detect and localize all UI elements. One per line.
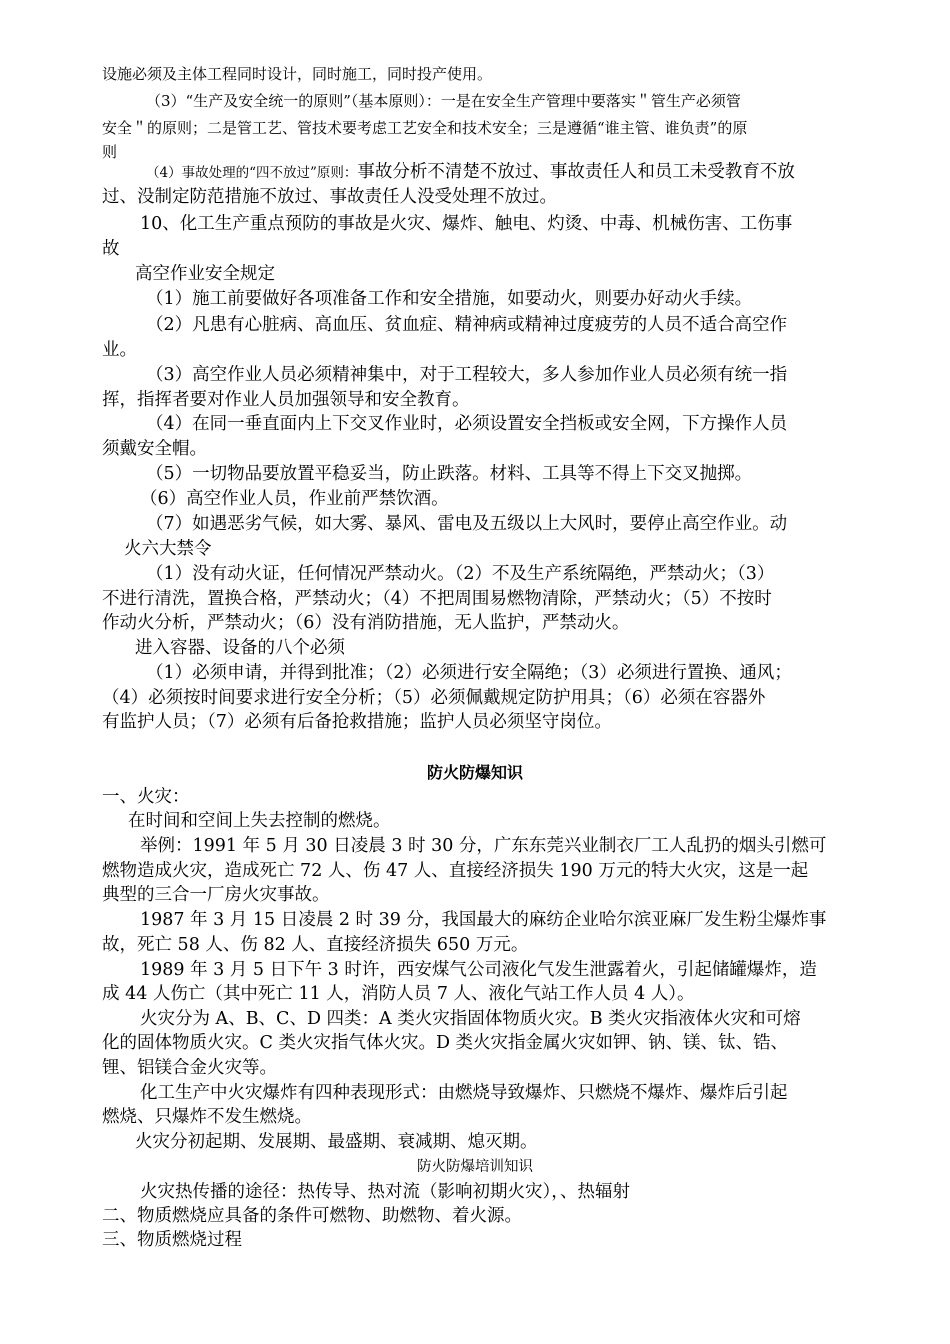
text-line: 设施必须及主体工程同时设计，同时施工，同时投产使用。 xyxy=(102,65,493,83)
text-line: （7）如遇恶劣气候，如大雾、暴风、雷电及五级以上大风时，要停止高空作业。动 xyxy=(146,514,788,534)
text-line: 火灾热传播的途径：热传导、热对流（影响初期火灾），、热辐射 xyxy=(140,1182,630,1202)
section-title: 防火防爆知识 xyxy=(426,763,523,782)
text-line: 成 44 人伤亡（其中死亡 11 人，消防人员 7 人、液化气站工作人员 4 人）。 xyxy=(102,984,695,1004)
section-heading: 火六大禁令 xyxy=(124,539,212,559)
text-line: 锂、铝镁合金火灾等。 xyxy=(102,1058,277,1078)
text-line: （3）高空作业人员必须精神集中，对于工程较大，多人参加作业人员必须有统一指 xyxy=(146,365,788,385)
text-line-mixed xyxy=(146,160,862,185)
text-line: （3）“生产及安全统一的原则”（基本原则）：一是在安全生产管理中要落实＂管生产必须管 xyxy=(146,92,741,110)
text-line: （6）高空作业人员，作业前严禁饮酒。 xyxy=(140,489,449,509)
text-line: 燃物造成火灾，造成死亡 72 人、伤 47 人、直接经济损失 190 万元的特大火灾，这是一起 xyxy=(102,861,809,881)
text-line: 典型的三合一厂房火灾事故。 xyxy=(102,885,330,905)
text-line: （1）施工前要做好各项准备工作和安全措施，如要动火，则要办好动火手续。 xyxy=(146,289,753,309)
section-heading: 高空作业安全规定 xyxy=(135,264,275,284)
text-line: 不进行清洗，置换合格，严禁动火；（4）不把周围易燃物清除，严禁动火；（5）不按时 xyxy=(102,589,772,609)
text-line: 二、物质燃烧应具备的条件可燃物、助燃物、着火源。 xyxy=(102,1206,522,1226)
text-line: （1）没有动火证，任何情况严禁动火。（2）不及生产系统隔绝，严禁动火；（3） xyxy=(146,564,775,584)
text-line: 则 xyxy=(102,143,118,161)
text-line: 10、化工生产重点预防的事故是火灾、爆炸、触电、灼烫、中毒、机械伤害、工伤事 xyxy=(140,214,793,234)
text-line: （5）一切物品要放置平稳妥当，防止跌落。材料、工具等不得上下交叉抛掷。 xyxy=(146,464,753,484)
text-line: 故，死亡 58 人、伤 82 人、直接经济损失 650 万元。 xyxy=(102,935,529,955)
text-line: 化的固体物质火灾。C 类火灾指气体火灾。D 类火灾指金属火灾如钾、钠、镁、钛、锆、 xyxy=(102,1033,789,1053)
text-line: （1）必须申请，并得到批准；（2）必须进行安全隔绝；（3）必须进行置换、通风； xyxy=(146,663,792,683)
text-line: （4）必须按时间要求进行安全分析；（5）必须佩戴规定防护用具；（6）必须在容器外 xyxy=(102,688,766,708)
text-line: 挥，指挥者要对作业人员加强领导和安全教育。 xyxy=(102,390,470,410)
text-line: 须戴安全帽。 xyxy=(102,439,207,459)
text-line: 化工生产中火灾爆炸有四种表现形式：由燃烧导致爆炸、只燃烧不爆炸、爆炸后引起 xyxy=(140,1083,788,1103)
section-heading: 进入容器、设备的八个必须 xyxy=(135,638,345,658)
page-header-title: 防火防爆培训知识 xyxy=(417,1159,533,1175)
text-line: 一、火灾： xyxy=(102,787,190,807)
text-run: 事故分析不清楚不放过、事故责任人和员工未受教育不放 xyxy=(357,162,795,182)
text-line: 三、物质燃烧过程 xyxy=(102,1230,242,1250)
text-line: 火灾分初起期、发展期、最盛期、衰减期、熄灭期。 xyxy=(135,1132,538,1152)
text-line: 有监护人员；（7）必须有后备抢救措施；监护人员必须坚守岗位。 xyxy=(102,712,612,732)
text-line: 业。 xyxy=(102,340,137,360)
text-run-small: （4）事故处理的“四不放过”原则： xyxy=(146,165,358,181)
text-line: 1989 年 3 月 5 日下午 3 时许，西安煤气公司液化气发生泄露着火，引起储罐爆炸，造 xyxy=(140,960,817,980)
text-line: 过、没制定防范措施不放过、事故责任人没受处理不放过。 xyxy=(102,187,557,207)
text-line: 燃烧、只爆炸不发生燃烧。 xyxy=(102,1107,312,1127)
text-line: 故 xyxy=(102,239,120,259)
text-line: 安全＂的原则；二是管工艺、管技术要考虑工艺安全和技术安全；三是遵循“谁主管、谁负责”的原 xyxy=(102,119,748,137)
text-line: （4）在同一垂直面内上下交叉作业时，必须设置安全挡板或安全网，下方操作人员 xyxy=(146,414,788,434)
text-line: （2）凡患有心脏病、高血压、贫血症、精神病或精神过度疲劳的人员不适合高空作 xyxy=(146,315,788,335)
text-line: 1987 年 3 月 15 日凌晨 2 时 39 分，我国最大的麻纺企业哈尔滨亚麻厂发生粉尘爆炸事 xyxy=(140,910,827,930)
text-line: 举例：1991 年 5 月 30 日凌晨 3 时 30 分，广东东莞兴业制衣厂工人乱扔的烟头引燃可 xyxy=(140,836,827,856)
text-line: 火灾分为 A、B、C、D 四类：A 类火灾指固体物质火灾。B 类火灾指液体火灾和可熔 xyxy=(140,1009,801,1029)
text-line: 在时间和空间上失去控制的燃烧。 xyxy=(128,811,391,831)
text-line: 作动火分析，严禁动火；（6）没有消防措施，无人监护，严禁动火。 xyxy=(102,613,630,633)
